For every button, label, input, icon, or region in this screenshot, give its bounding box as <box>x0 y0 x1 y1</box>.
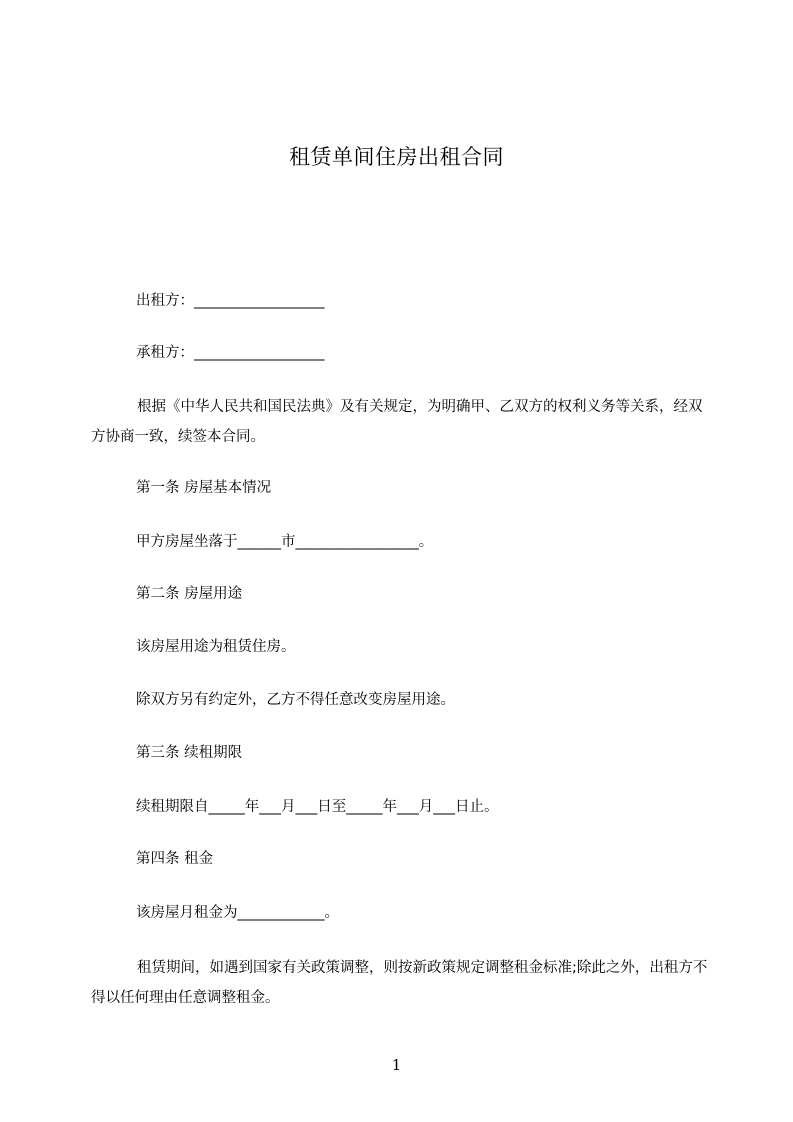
article-1-heading: 第一条 房屋基本情况 <box>136 480 272 496</box>
intro-paragraph: 根据《中华人民共和国民法典》及有关规定，为明确甲、乙双方的权利义务等关系，经双方协商一致，续签本合同。 <box>91 399 703 445</box>
article-1-body: 甲方房屋坐落于______市_________________。 <box>136 534 434 550</box>
article-3-heading: 第三条 续租期限 <box>136 745 243 761</box>
document-title: 租赁单间住房出租合同 <box>289 145 504 169</box>
page-number: 1 <box>391 1056 402 1074</box>
article-3-body: 续租期限自_____年___月___日至_____年___月___日止。 <box>136 799 499 815</box>
article-2-body-2: 除双方另有约定外，乙方不得任意改变房屋用途。 <box>136 692 455 708</box>
lessor-line: 出租方：__________________ <box>136 293 325 309</box>
article-4-heading: 第四条 租金 <box>136 851 214 867</box>
lessee-line: 承租方：__________________ <box>136 345 325 361</box>
article-2-body-1: 该房屋用途为租赁住房。 <box>136 639 296 655</box>
article-4-body-2: 租赁期间，如遇到国家有关政策调整，则按新政策规定调整租金标准;除此之外，出租方不得以任何理由任意调整租金。 <box>91 960 708 1006</box>
article-2-heading: 第二条 房屋用途 <box>136 586 243 602</box>
article-4-body-1: 该房屋月租金为____________。 <box>136 905 339 921</box>
